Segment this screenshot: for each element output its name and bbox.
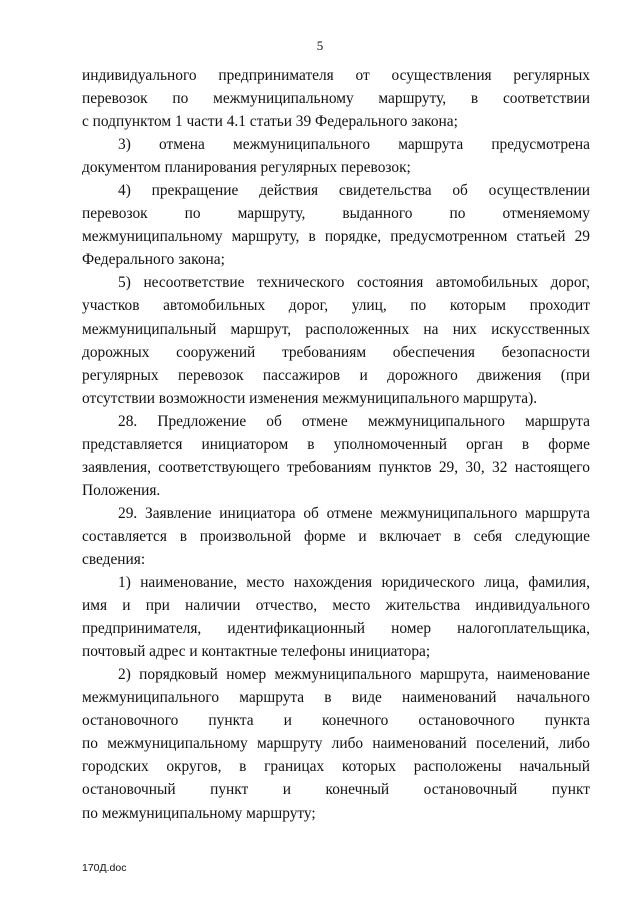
word: маршруту,: [378, 90, 447, 108]
word: движения: [477, 366, 542, 384]
word: дорожного: [387, 366, 458, 384]
text-line: [82, 318, 590, 341]
word: дорог,: [288, 297, 329, 315]
word: требованиям: [281, 343, 367, 361]
word: лица,: [484, 574, 519, 592]
text-line: [82, 364, 590, 387]
word: в: [470, 90, 479, 108]
word: межмуниципальному: [107, 735, 248, 753]
word: инициатором: [201, 435, 289, 453]
word: номер: [226, 666, 267, 684]
text-line: [82, 294, 590, 317]
word: действия: [259, 182, 319, 200]
word: начального: [516, 689, 590, 707]
word: свидетельства: [338, 182, 432, 200]
word: пункт: [551, 781, 590, 799]
word: при: [145, 597, 170, 615]
word: межмуниципальному: [82, 228, 223, 246]
word: 28.: [118, 412, 138, 430]
word: маршрута: [525, 504, 590, 522]
word: статьей: [516, 228, 566, 246]
word: межмуниципального: [233, 136, 371, 154]
word: и: [358, 527, 367, 545]
text-line: [82, 525, 590, 548]
word: отчество,: [255, 597, 318, 615]
word: регулярных: [513, 67, 590, 84]
word: в: [239, 758, 247, 776]
file-name-footer: 170Д.doc: [82, 862, 127, 874]
word: фамилия,: [528, 574, 590, 592]
word: и: [122, 597, 131, 615]
word: перевозок: [82, 205, 148, 223]
word: номер: [391, 620, 432, 638]
text-line: [82, 341, 590, 364]
text-line: [82, 778, 590, 801]
word: форме: [548, 435, 590, 453]
word: осуществлении: [488, 182, 590, 200]
word: произвольной: [199, 527, 292, 545]
word: об: [266, 412, 282, 430]
word: 1): [118, 574, 131, 592]
text-line: [82, 709, 590, 732]
word: границах: [264, 758, 325, 776]
word: маршрута: [398, 136, 464, 154]
word: нахождения: [293, 574, 373, 592]
word: наименований: [372, 735, 467, 753]
word: наименование,: [140, 574, 238, 592]
word: инициатора: [219, 504, 296, 522]
text-line: [82, 732, 590, 755]
word: искусственных: [491, 320, 590, 338]
word: состояния: [357, 274, 424, 292]
word: 3): [118, 136, 131, 154]
word: 29.: [118, 504, 138, 522]
word: в: [179, 527, 187, 545]
text-line: [82, 663, 590, 686]
word: порядке,: [324, 228, 382, 246]
word: индивидуального: [82, 67, 197, 84]
text-line: [82, 433, 590, 456]
document-body: [82, 64, 590, 825]
word: соответствии: [502, 90, 590, 108]
word: перевозок: [177, 366, 244, 384]
word: 30,: [465, 458, 485, 476]
word: об: [303, 504, 319, 522]
text-line: по межмуниципальному маршруту;: [82, 804, 316, 822]
word: расположенных: [305, 320, 410, 338]
word: пунктов: [378, 458, 432, 476]
word: межмуниципального: [367, 412, 505, 430]
word: пункт: [210, 781, 249, 799]
word: маршрут,: [230, 320, 292, 338]
word: Заявление: [145, 504, 212, 522]
word: 4): [118, 182, 131, 200]
word: пассажиров: [262, 366, 341, 384]
word: конечного: [321, 712, 389, 730]
text-line: Положения.: [82, 481, 161, 499]
word: наименование: [496, 666, 590, 684]
word: маршрута: [239, 689, 305, 707]
word: виде: [351, 689, 382, 707]
word: регулярных: [82, 366, 159, 384]
text-line: сведения:: [82, 550, 146, 568]
word: межмуниципальному: [213, 90, 354, 108]
word: межмуниципальный: [82, 320, 217, 338]
word: отмена: [158, 136, 205, 154]
text-line: [82, 571, 590, 594]
word: участков: [82, 297, 140, 315]
word: предусмотренном: [390, 228, 508, 246]
word: по: [410, 297, 427, 315]
text-line: [82, 64, 590, 87]
word: сооружений: [176, 343, 256, 361]
word: дорожных: [82, 343, 150, 361]
word: наименований: [402, 689, 497, 707]
word: в: [307, 435, 315, 453]
word: орган: [466, 435, 503, 453]
word: остановочный: [423, 781, 518, 799]
word: 5): [118, 274, 131, 292]
word: безопасности: [501, 343, 590, 361]
word: требованиям: [287, 458, 372, 476]
text-line: [82, 686, 590, 709]
word: прекращение: [151, 182, 239, 200]
word: от: [355, 67, 370, 84]
word: составляется: [82, 527, 167, 545]
word: на: [423, 320, 439, 338]
word: 29: [574, 228, 590, 246]
word: автомобильных: [163, 297, 266, 315]
word: начальный: [519, 758, 590, 776]
word: идентификационный: [227, 620, 365, 638]
word: обеспечения: [392, 343, 475, 361]
word: которых: [341, 758, 397, 776]
word: по: [184, 205, 201, 223]
word: об: [452, 182, 468, 200]
word: настоящего: [514, 458, 590, 476]
word: порядковый: [139, 666, 218, 684]
text-line: [82, 225, 590, 248]
word: и: [283, 712, 292, 730]
word: наличии: [185, 597, 241, 615]
word: межмуниципального: [380, 504, 518, 522]
text-line: [82, 202, 590, 225]
word: в: [308, 228, 316, 246]
word: остановочного: [82, 712, 179, 730]
text-line: [82, 179, 590, 202]
word: включает: [379, 527, 441, 545]
page-number: 5: [316, 38, 324, 53]
word: предпринимателя,: [82, 620, 202, 638]
word: по: [172, 90, 189, 108]
word: маршрута,: [419, 666, 489, 684]
word: предусмотрена: [491, 136, 590, 154]
word: представляется: [82, 435, 183, 453]
word: и: [282, 781, 292, 799]
text-line: [82, 594, 590, 617]
word: 32: [492, 458, 508, 476]
word: расположены: [413, 758, 502, 776]
word: выданного: [342, 205, 413, 223]
word: в: [324, 689, 332, 707]
text-line: отсутствии возможности изменения межмуниципального маршрута).: [82, 389, 538, 407]
text-line: с подпунктом 1 части 4.1 статьи 39 Федерального закона;: [82, 113, 458, 131]
word: межмуниципального: [274, 666, 412, 684]
word: межмуниципального: [82, 689, 220, 707]
word: проходит: [529, 297, 590, 315]
word: форме: [303, 527, 346, 545]
word: несоответствие: [143, 274, 245, 292]
word: и: [359, 366, 368, 384]
word: них: [452, 320, 477, 338]
word: городских: [82, 758, 149, 776]
word: технического: [257, 274, 345, 292]
text-line: [82, 617, 590, 640]
text-line: [82, 456, 590, 479]
word: либо: [558, 735, 590, 753]
word: в: [453, 527, 461, 545]
word: дорог,: [550, 274, 590, 292]
word: в: [521, 435, 530, 453]
word: 29,: [438, 458, 459, 476]
word: пункта: [544, 712, 590, 730]
word: либо: [331, 735, 364, 753]
word: маршруту,: [231, 228, 300, 246]
word: остановочный: [82, 781, 176, 799]
word: налогоплательщика,: [457, 620, 590, 638]
text-line: документом планирования регулярных перевозок;: [82, 159, 411, 177]
text-line: [82, 410, 590, 433]
word: пункта: [208, 712, 254, 730]
word: улиц,: [351, 297, 387, 315]
word: перевозок: [82, 90, 148, 108]
text-line: Федерального закона;: [82, 251, 225, 269]
word: Предложение: [157, 412, 247, 430]
word: имя: [82, 597, 108, 615]
text-line: [82, 133, 590, 156]
word: (при: [560, 366, 590, 384]
text-line: [82, 755, 590, 778]
text-line: почтовый адрес и контактные телефоны инициатора;: [82, 643, 431, 661]
word: отмене: [326, 504, 373, 522]
word: юридического: [381, 574, 475, 592]
word: уполномоченный: [333, 435, 447, 453]
word: 2): [118, 666, 131, 684]
text-line: [82, 502, 590, 525]
word: отмене: [301, 412, 348, 430]
word: поселений,: [476, 735, 550, 753]
word: по: [82, 735, 98, 753]
word: округов,: [166, 758, 222, 776]
word: маршруту,: [237, 205, 306, 223]
word: конечный: [325, 781, 390, 799]
word: которым: [449, 297, 506, 315]
text-line: [82, 271, 590, 294]
word: следующие: [514, 527, 590, 545]
word: маршрута: [524, 412, 590, 430]
word: место: [246, 574, 285, 592]
text-line: [82, 87, 590, 110]
word: место: [332, 597, 371, 615]
word: индивидуального: [475, 597, 590, 615]
word: по: [449, 205, 466, 223]
word: соответствующего: [158, 458, 280, 476]
word: жительства: [385, 597, 461, 615]
word: предпринимателя: [218, 67, 334, 84]
word: отменяемому: [502, 205, 590, 223]
word: заявления,: [82, 458, 151, 476]
word: автомобильных: [435, 274, 539, 292]
word: остановочного: [418, 712, 515, 730]
word: маршруту: [257, 735, 323, 753]
word: себя: [473, 527, 503, 545]
word: осуществления: [391, 67, 492, 84]
